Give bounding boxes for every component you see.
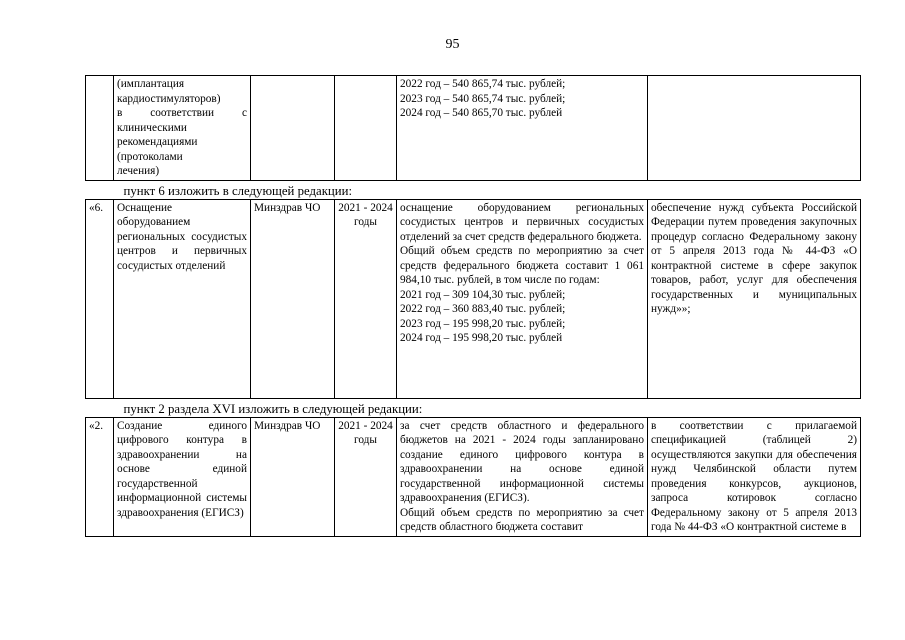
section-header-xvi-item-2: пункт 2 раздела XVI изложить в следующей редакции:: [86, 398, 861, 417]
row-number: «2.: [86, 417, 114, 536]
cell-period: [335, 76, 397, 181]
procurement: обеспечение нужд субъекта Российской Федерации путем проведения закупочных процедур согласно Федеральному закону от 5 апреля 2013 года № 44-ФЗ «О контрактной системе в сфере закупок товаров, работ, услуг для обеспечения государственных и муниципальных нужд»»;: [648, 199, 861, 398]
description: оснащение оборудованием региональных сосудистых центров и первичных сосудистых отделений за счет средств федерального бюджета. Общий объем средств по мероприятию за счет средств федерального бюджета составит 1 061 984,10 тыс. рублей, в том числе по годам: 2021 год – 309 104,30 тыс. рублей; 2022 год – 360 883,40 тыс. рублей; 2023 год – 195 998,20 тыс. рублей; 2024 год – 195 998,20 тыс. рублей: [397, 199, 648, 398]
cell-procurement: [648, 76, 861, 181]
description: за счет средств областного и федерального бюджетов на 2021 - 2024 годы запланировано создание единого цифрового контура в здравоохранении на основе единой государственной информационной системы здравоохранения (ЕГИСЗ). Общий объем средств по мероприятию за счет средств областного бюджета составит: [397, 417, 648, 536]
period: 2021 - 2024 годы: [335, 417, 397, 536]
executor: Минздрав ЧО: [251, 417, 335, 536]
page-number: 95: [445, 37, 460, 52]
cell-number: [86, 76, 114, 181]
measures-table: [85, 75, 861, 537]
measure-name: Создание единого цифрового контура в здравоохранении на основе единой государственной информационной системы здравоохранения (ЕГИСЗ): [114, 417, 251, 536]
section-header-row: [86, 180, 861, 199]
continuation-row: [86, 76, 861, 181]
measure-name: Оснащение оборудованием региональных сосудистых центров и первичных сосудистых отделений: [114, 199, 251, 398]
cell-description: 2022 год – 540 865,74 тыс. рублей; 2023 год – 540 865,74 тыс. рублей; 2024 год – 540 865,70 тыс. рублей: [397, 76, 648, 181]
cell-measure-name: (имплантация кардиостимуляторов) в соответствии с клиническими рекомендациями (протоколами лечения): [114, 76, 251, 181]
table-row-6: [86, 199, 861, 398]
cell-executor: [251, 76, 335, 181]
row-number: «6.: [86, 199, 114, 398]
section-header-row: [86, 398, 861, 417]
section-header-item-6: пункт 6 изложить в следующей редакции:: [86, 180, 861, 199]
table-row-2: [86, 417, 861, 536]
period: 2021 - 2024 годы: [335, 199, 397, 398]
executor: Минздрав ЧО: [251, 199, 335, 398]
procurement: в соответствии с прилагаемой спецификацией (таблицей 2) осуществляются закупки для обеспечения нужд Челябинской области путем проведения конкурсов, аукционов, запроса котировок согласно Федеральному закону от 5 апреля 2013 года № 44-ФЗ «О контрактной системе в: [648, 417, 861, 536]
